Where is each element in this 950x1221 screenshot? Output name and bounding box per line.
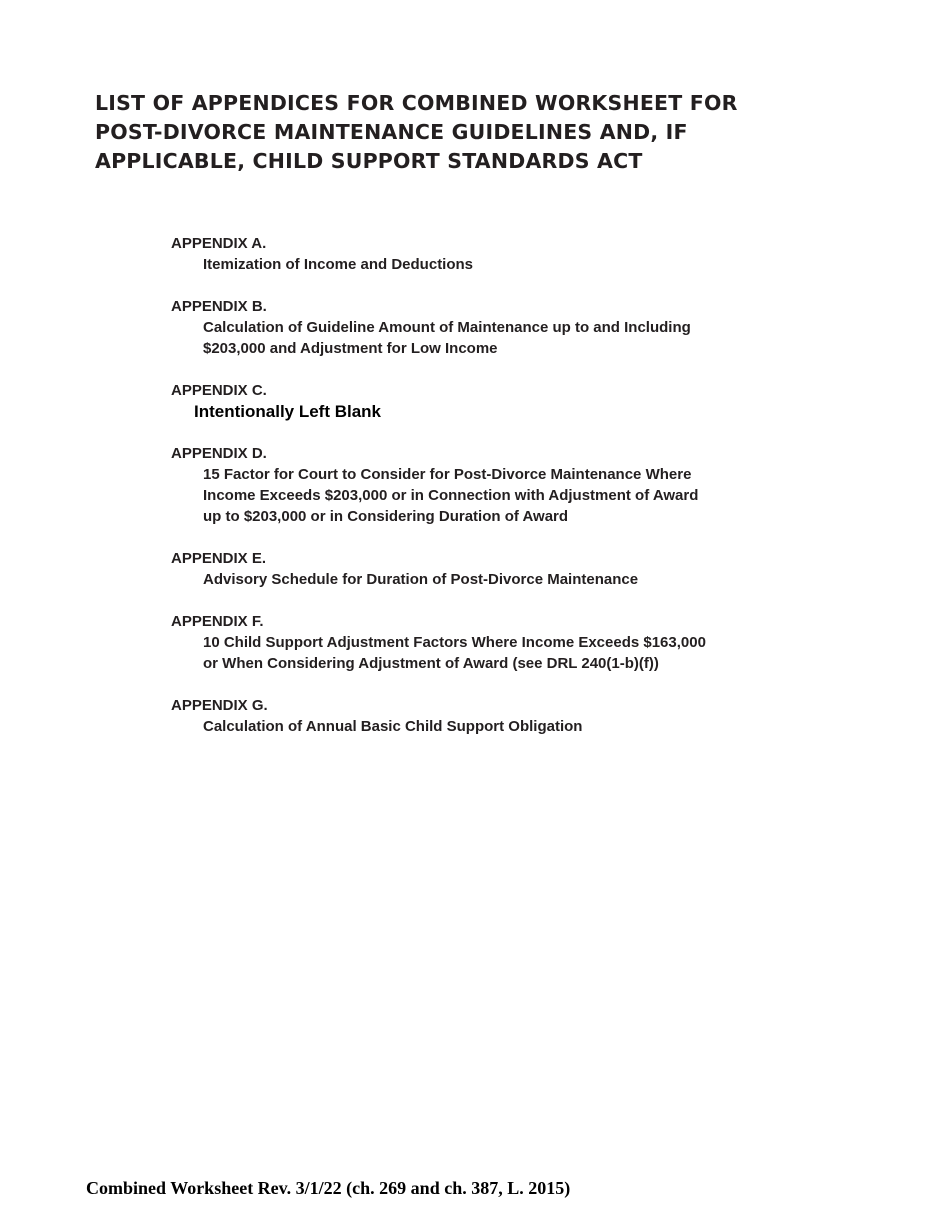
appendix-description xyxy=(194,401,791,422)
description-line: 10 Child Support Adjustment Factors Where Income Exceeds $163,000 xyxy=(203,634,706,651)
appendix-description xyxy=(203,317,791,359)
description-line: up to $203,000 or in Considering Duration of Award xyxy=(203,508,569,525)
appendix-label: APPENDIX A. xyxy=(171,235,267,252)
appendix-label: APPENDIX G. xyxy=(171,697,268,714)
appendix-list xyxy=(171,233,791,758)
appendix-description xyxy=(203,716,791,737)
description-line: 15 Factor for Court to Consider for Post-Divorce Maintenance Where xyxy=(203,466,692,483)
description-line: Advisory Schedule for Duration of Post-Divorce Maintenance xyxy=(203,571,639,588)
appendix-a xyxy=(171,233,791,275)
appendix-label: APPENDIX D. xyxy=(171,445,267,462)
appendix-description xyxy=(203,632,791,674)
appendix-description xyxy=(203,569,791,590)
appendix-label: APPENDIX C. xyxy=(171,382,267,399)
description-line: Itemization of Income and Deductions xyxy=(203,256,474,273)
appendix-g xyxy=(171,695,791,737)
appendix-f xyxy=(171,611,791,674)
footer-revision: Combined Worksheet Rev. 3/1/22 (ch. 269 and ch. 387, L. 2015) xyxy=(86,1178,571,1198)
description-line: $203,000 and Adjustment for Low Income xyxy=(203,340,498,357)
appendix-b xyxy=(171,296,791,359)
appendix-description xyxy=(203,254,791,275)
description-line: Income Exceeds $203,000 or in Connection with Adjustment of Award xyxy=(203,487,699,504)
appendix-description xyxy=(203,464,791,527)
title-line: APPLICABLE, CHILD SUPPORT STANDARDS ACT xyxy=(95,149,643,173)
appendix-label: APPENDIX F. xyxy=(171,613,264,630)
title-line: POST-DIVORCE MAINTENANCE GUIDELINES AND, IF xyxy=(95,120,688,144)
appendix-c xyxy=(171,380,791,422)
appendix-label: APPENDIX B. xyxy=(171,298,267,315)
page-title xyxy=(95,89,815,176)
appendix-d xyxy=(171,443,791,527)
description-line: or When Considering Adjustment of Award (see DRL 240(1-b)(f)) xyxy=(203,655,659,672)
description-line: Calculation of Guideline Amount of Maintenance up to and Including xyxy=(203,319,691,336)
description-line: Intentionally Left Blank xyxy=(194,402,382,421)
description-line: Calculation of Annual Basic Child Support Obligation xyxy=(203,718,583,735)
appendix-label: APPENDIX E. xyxy=(171,550,267,567)
appendix-e xyxy=(171,548,791,590)
title-line: LIST OF APPENDICES FOR COMBINED WORKSHEET FOR xyxy=(95,91,738,115)
